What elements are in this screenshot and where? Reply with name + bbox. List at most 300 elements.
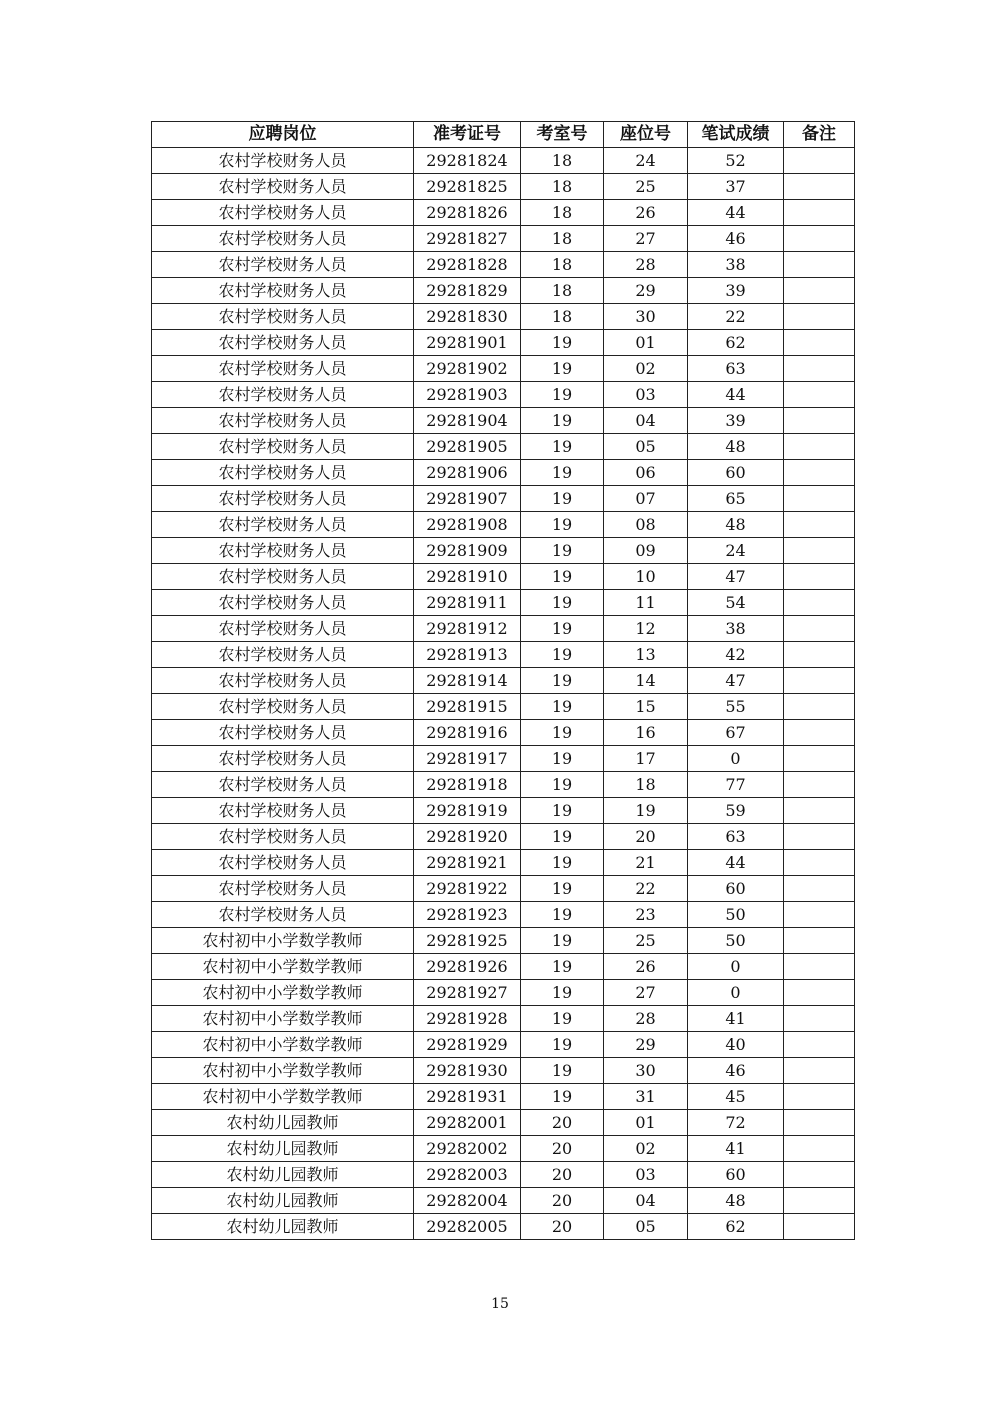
- cell-seat-number: 18: [604, 772, 688, 798]
- cell-remark: [784, 1006, 855, 1032]
- cell-room-number: 19: [521, 616, 604, 642]
- cell-room-number: 19: [521, 980, 604, 1006]
- table-row: [152, 1162, 855, 1188]
- cell-position: 农村学校财务人员: [152, 512, 414, 538]
- cell-remark: [784, 382, 855, 408]
- cell-room-number: 20: [521, 1214, 604, 1240]
- cell-ticket-number: 29281826: [414, 200, 521, 226]
- cell-seat-number: 26: [604, 200, 688, 226]
- cell-remark: [784, 1188, 855, 1214]
- cell-room-number: 19: [521, 1084, 604, 1110]
- table-header: [152, 122, 855, 148]
- cell-seat-number: 24: [604, 148, 688, 174]
- cell-ticket-number: 29281827: [414, 226, 521, 252]
- cell-ticket-number: 29281922: [414, 876, 521, 902]
- cell-remark: [784, 876, 855, 902]
- header-position: 应聘岗位: [152, 122, 414, 148]
- cell-seat-number: 06: [604, 460, 688, 486]
- cell-position: 农村学校财务人员: [152, 460, 414, 486]
- cell-room-number: 19: [521, 902, 604, 928]
- cell-remark: [784, 1032, 855, 1058]
- cell-room-number: 19: [521, 564, 604, 590]
- cell-position: 农村学校财务人员: [152, 590, 414, 616]
- cell-written-score: 24: [688, 538, 784, 564]
- cell-written-score: 39: [688, 408, 784, 434]
- cell-seat-number: 12: [604, 616, 688, 642]
- header-written-score: 笔试成绩: [688, 122, 784, 148]
- table-row: [152, 850, 855, 876]
- cell-remark: [784, 1110, 855, 1136]
- cell-written-score: 0: [688, 746, 784, 772]
- cell-ticket-number: 29281906: [414, 460, 521, 486]
- cell-written-score: 22: [688, 304, 784, 330]
- cell-ticket-number: 29281925: [414, 928, 521, 954]
- cell-seat-number: 01: [604, 330, 688, 356]
- cell-written-score: 45: [688, 1084, 784, 1110]
- cell-room-number: 19: [521, 642, 604, 668]
- cell-room-number: 19: [521, 928, 604, 954]
- cell-written-score: 62: [688, 1214, 784, 1240]
- cell-position: 农村学校财务人员: [152, 850, 414, 876]
- cell-position: 农村学校财务人员: [152, 564, 414, 590]
- cell-ticket-number: 29281917: [414, 746, 521, 772]
- cell-seat-number: 02: [604, 356, 688, 382]
- table-body: [152, 148, 855, 1240]
- cell-room-number: 19: [521, 1032, 604, 1058]
- cell-ticket-number: 29281828: [414, 252, 521, 278]
- table-row: [152, 1188, 855, 1214]
- cell-room-number: 19: [521, 408, 604, 434]
- cell-written-score: 65: [688, 486, 784, 512]
- cell-written-score: 60: [688, 876, 784, 902]
- cell-seat-number: 29: [604, 278, 688, 304]
- cell-room-number: 18: [521, 252, 604, 278]
- table-row: [152, 694, 855, 720]
- table-row: [152, 772, 855, 798]
- cell-seat-number: 03: [604, 382, 688, 408]
- header-row: [152, 122, 855, 148]
- cell-remark: [784, 824, 855, 850]
- cell-written-score: 44: [688, 850, 784, 876]
- cell-seat-number: 21: [604, 850, 688, 876]
- cell-ticket-number: 29281926: [414, 954, 521, 980]
- cell-position: 农村学校财务人员: [152, 408, 414, 434]
- cell-seat-number: 15: [604, 694, 688, 720]
- table-row: [152, 174, 855, 200]
- cell-room-number: 19: [521, 356, 604, 382]
- cell-room-number: 18: [521, 200, 604, 226]
- cell-ticket-number: 29281905: [414, 434, 521, 460]
- cell-remark: [784, 746, 855, 772]
- cell-position: 农村初中小学数学教师: [152, 954, 414, 980]
- cell-ticket-number: 29281911: [414, 590, 521, 616]
- cell-ticket-number: 29281918: [414, 772, 521, 798]
- cell-remark: [784, 486, 855, 512]
- cell-seat-number: 02: [604, 1136, 688, 1162]
- cell-room-number: 18: [521, 174, 604, 200]
- cell-position: 农村学校财务人员: [152, 434, 414, 460]
- cell-room-number: 19: [521, 772, 604, 798]
- table-row: [152, 642, 855, 668]
- table-row: [152, 148, 855, 174]
- cell-remark: [784, 928, 855, 954]
- table-row: [152, 1110, 855, 1136]
- cell-position: 农村初中小学数学教师: [152, 1084, 414, 1110]
- cell-remark: [784, 798, 855, 824]
- cell-remark: [784, 1084, 855, 1110]
- cell-remark: [784, 304, 855, 330]
- cell-ticket-number: 29281921: [414, 850, 521, 876]
- table-row: [152, 434, 855, 460]
- cell-remark: [784, 564, 855, 590]
- cell-written-score: 44: [688, 200, 784, 226]
- table-row: [152, 616, 855, 642]
- cell-position: 农村学校财务人员: [152, 746, 414, 772]
- cell-written-score: 59: [688, 798, 784, 824]
- cell-position: 农村学校财务人员: [152, 148, 414, 174]
- cell-position: 农村学校财务人员: [152, 382, 414, 408]
- cell-written-score: 46: [688, 226, 784, 252]
- cell-room-number: 19: [521, 486, 604, 512]
- cell-seat-number: 07: [604, 486, 688, 512]
- cell-remark: [784, 954, 855, 980]
- results-table: [151, 121, 855, 1240]
- table-row: [152, 954, 855, 980]
- table-row: [152, 304, 855, 330]
- cell-ticket-number: 29282004: [414, 1188, 521, 1214]
- cell-position: 农村初中小学数学教师: [152, 1006, 414, 1032]
- cell-written-score: 38: [688, 252, 784, 278]
- cell-room-number: 19: [521, 460, 604, 486]
- table-row: [152, 226, 855, 252]
- cell-position: 农村学校财务人员: [152, 174, 414, 200]
- cell-room-number: 20: [521, 1136, 604, 1162]
- cell-remark: [784, 200, 855, 226]
- cell-seat-number: 04: [604, 408, 688, 434]
- cell-position: 农村初中小学数学教师: [152, 1032, 414, 1058]
- cell-remark: [784, 720, 855, 746]
- table-row: [152, 460, 855, 486]
- cell-seat-number: 25: [604, 174, 688, 200]
- cell-position: 农村学校财务人员: [152, 668, 414, 694]
- cell-seat-number: 05: [604, 434, 688, 460]
- cell-room-number: 18: [521, 226, 604, 252]
- cell-ticket-number: 29281913: [414, 642, 521, 668]
- cell-written-score: 60: [688, 460, 784, 486]
- cell-ticket-number: 29281829: [414, 278, 521, 304]
- cell-ticket-number: 29281931: [414, 1084, 521, 1110]
- cell-ticket-number: 29281930: [414, 1058, 521, 1084]
- table-row: [152, 1058, 855, 1084]
- table-row: [152, 486, 855, 512]
- cell-written-score: 48: [688, 434, 784, 460]
- cell-position: 农村学校财务人员: [152, 616, 414, 642]
- cell-room-number: 18: [521, 304, 604, 330]
- cell-room-number: 19: [521, 798, 604, 824]
- cell-remark: [784, 1162, 855, 1188]
- cell-seat-number: 03: [604, 1162, 688, 1188]
- cell-written-score: 50: [688, 928, 784, 954]
- cell-room-number: 20: [521, 1110, 604, 1136]
- cell-position: 农村幼儿园教师: [152, 1162, 414, 1188]
- cell-written-score: 37: [688, 174, 784, 200]
- cell-seat-number: 27: [604, 226, 688, 252]
- cell-seat-number: 20: [604, 824, 688, 850]
- cell-written-score: 39: [688, 278, 784, 304]
- cell-position: 农村学校财务人员: [152, 486, 414, 512]
- cell-position: 农村学校财务人员: [152, 720, 414, 746]
- cell-seat-number: 16: [604, 720, 688, 746]
- cell-ticket-number: 29281927: [414, 980, 521, 1006]
- cell-written-score: 50: [688, 902, 784, 928]
- cell-remark: [784, 694, 855, 720]
- cell-seat-number: 30: [604, 304, 688, 330]
- cell-remark: [784, 772, 855, 798]
- cell-position: 农村学校财务人员: [152, 694, 414, 720]
- cell-position: 农村学校财务人员: [152, 330, 414, 356]
- cell-room-number: 19: [521, 954, 604, 980]
- cell-seat-number: 31: [604, 1084, 688, 1110]
- cell-remark: [784, 1136, 855, 1162]
- header-room-number: 考室号: [521, 122, 604, 148]
- cell-remark: [784, 252, 855, 278]
- cell-written-score: 63: [688, 356, 784, 382]
- cell-ticket-number: 29282003: [414, 1162, 521, 1188]
- cell-ticket-number: 29281923: [414, 902, 521, 928]
- cell-remark: [784, 460, 855, 486]
- cell-ticket-number: 29281825: [414, 174, 521, 200]
- cell-position: 农村初中小学数学教师: [152, 980, 414, 1006]
- cell-written-score: 77: [688, 772, 784, 798]
- cell-position: 农村幼儿园教师: [152, 1136, 414, 1162]
- cell-written-score: 41: [688, 1006, 784, 1032]
- cell-position: 农村学校财务人员: [152, 642, 414, 668]
- page-number: 15: [491, 1296, 509, 1312]
- cell-written-score: 38: [688, 616, 784, 642]
- table-row: [152, 876, 855, 902]
- cell-room-number: 19: [521, 1006, 604, 1032]
- cell-remark: [784, 642, 855, 668]
- cell-written-score: 55: [688, 694, 784, 720]
- cell-ticket-number: 29282002: [414, 1136, 521, 1162]
- cell-room-number: 19: [521, 538, 604, 564]
- cell-written-score: 54: [688, 590, 784, 616]
- cell-ticket-number: 29281907: [414, 486, 521, 512]
- cell-position: 农村学校财务人员: [152, 278, 414, 304]
- cell-position: 农村学校财务人员: [152, 252, 414, 278]
- cell-seat-number: 28: [604, 252, 688, 278]
- table-row: [152, 252, 855, 278]
- cell-remark: [784, 1058, 855, 1084]
- cell-remark: [784, 850, 855, 876]
- cell-remark: [784, 902, 855, 928]
- cell-remark: [784, 512, 855, 538]
- cell-ticket-number: 29281919: [414, 798, 521, 824]
- cell-position: 农村学校财务人员: [152, 356, 414, 382]
- cell-seat-number: 29: [604, 1032, 688, 1058]
- cell-ticket-number: 29281902: [414, 356, 521, 382]
- cell-position: 农村学校财务人员: [152, 200, 414, 226]
- cell-written-score: 72: [688, 1110, 784, 1136]
- cell-position: 农村幼儿园教师: [152, 1110, 414, 1136]
- cell-room-number: 19: [521, 512, 604, 538]
- cell-position: 农村学校财务人员: [152, 876, 414, 902]
- cell-seat-number: 11: [604, 590, 688, 616]
- cell-seat-number: 23: [604, 902, 688, 928]
- table-row: [152, 408, 855, 434]
- cell-seat-number: 09: [604, 538, 688, 564]
- cell-written-score: 41: [688, 1136, 784, 1162]
- cell-seat-number: 10: [604, 564, 688, 590]
- cell-written-score: 63: [688, 824, 784, 850]
- cell-ticket-number: 29282001: [414, 1110, 521, 1136]
- table-row: [152, 1084, 855, 1110]
- cell-ticket-number: 29282005: [414, 1214, 521, 1240]
- cell-ticket-number: 29281901: [414, 330, 521, 356]
- cell-ticket-number: 29281830: [414, 304, 521, 330]
- cell-remark: [784, 356, 855, 382]
- cell-ticket-number: 29281920: [414, 824, 521, 850]
- table-row: [152, 1006, 855, 1032]
- cell-ticket-number: 29281824: [414, 148, 521, 174]
- cell-remark: [784, 148, 855, 174]
- cell-remark: [784, 330, 855, 356]
- table-row: [152, 668, 855, 694]
- table-row: [152, 382, 855, 408]
- cell-seat-number: 28: [604, 1006, 688, 1032]
- cell-room-number: 19: [521, 746, 604, 772]
- table-row: [152, 356, 855, 382]
- cell-position: 农村学校财务人员: [152, 798, 414, 824]
- cell-ticket-number: 29281909: [414, 538, 521, 564]
- cell-written-score: 62: [688, 330, 784, 356]
- cell-position: 农村学校财务人员: [152, 226, 414, 252]
- cell-seat-number: 04: [604, 1188, 688, 1214]
- cell-written-score: 52: [688, 148, 784, 174]
- cell-seat-number: 08: [604, 512, 688, 538]
- cell-ticket-number: 29281903: [414, 382, 521, 408]
- cell-position: 农村学校财务人员: [152, 304, 414, 330]
- cell-ticket-number: 29281916: [414, 720, 521, 746]
- cell-written-score: 40: [688, 1032, 784, 1058]
- table-row: [152, 330, 855, 356]
- table-row: [152, 1136, 855, 1162]
- cell-remark: [784, 616, 855, 642]
- header-ticket-number: 准考证号: [414, 122, 521, 148]
- cell-written-score: 60: [688, 1162, 784, 1188]
- cell-seat-number: 14: [604, 668, 688, 694]
- cell-position: 农村学校财务人员: [152, 772, 414, 798]
- cell-remark: [784, 538, 855, 564]
- cell-room-number: 19: [521, 694, 604, 720]
- table-row: [152, 1214, 855, 1240]
- cell-ticket-number: 29281912: [414, 616, 521, 642]
- table-row: [152, 590, 855, 616]
- cell-ticket-number: 29281910: [414, 564, 521, 590]
- cell-room-number: 19: [521, 382, 604, 408]
- table-row: [152, 980, 855, 1006]
- cell-written-score: 47: [688, 668, 784, 694]
- cell-seat-number: 13: [604, 642, 688, 668]
- cell-seat-number: 25: [604, 928, 688, 954]
- cell-seat-number: 05: [604, 1214, 688, 1240]
- cell-written-score: 0: [688, 980, 784, 1006]
- cell-remark: [784, 590, 855, 616]
- cell-room-number: 18: [521, 278, 604, 304]
- cell-room-number: 19: [521, 824, 604, 850]
- table-row: [152, 720, 855, 746]
- cell-room-number: 19: [521, 330, 604, 356]
- cell-position: 农村幼儿园教师: [152, 1214, 414, 1240]
- cell-room-number: 19: [521, 590, 604, 616]
- cell-room-number: 19: [521, 876, 604, 902]
- cell-ticket-number: 29281914: [414, 668, 521, 694]
- cell-room-number: 20: [521, 1162, 604, 1188]
- cell-remark: [784, 434, 855, 460]
- cell-written-score: 0: [688, 954, 784, 980]
- table-row: [152, 200, 855, 226]
- table-row: [152, 512, 855, 538]
- cell-seat-number: 30: [604, 1058, 688, 1084]
- cell-position: 农村学校财务人员: [152, 902, 414, 928]
- cell-seat-number: 17: [604, 746, 688, 772]
- cell-written-score: 47: [688, 564, 784, 590]
- cell-room-number: 19: [521, 668, 604, 694]
- cell-written-score: 42: [688, 642, 784, 668]
- cell-written-score: 48: [688, 1188, 784, 1214]
- header-remark: 备注: [784, 122, 855, 148]
- table-row: [152, 798, 855, 824]
- cell-written-score: 46: [688, 1058, 784, 1084]
- cell-position: 农村幼儿园教师: [152, 1188, 414, 1214]
- cell-seat-number: 19: [604, 798, 688, 824]
- table-row: [152, 746, 855, 772]
- table-row: [152, 928, 855, 954]
- cell-room-number: 19: [521, 1058, 604, 1084]
- cell-position: 农村初中小学数学教师: [152, 928, 414, 954]
- cell-written-score: 44: [688, 382, 784, 408]
- table-row: [152, 564, 855, 590]
- cell-remark: [784, 408, 855, 434]
- table-row: [152, 902, 855, 928]
- cell-remark: [784, 174, 855, 200]
- cell-remark: [784, 1214, 855, 1240]
- cell-seat-number: 01: [604, 1110, 688, 1136]
- cell-ticket-number: 29281908: [414, 512, 521, 538]
- header-seat-number: 座位号: [604, 122, 688, 148]
- cell-remark: [784, 226, 855, 252]
- cell-room-number: 19: [521, 434, 604, 460]
- cell-seat-number: 27: [604, 980, 688, 1006]
- cell-ticket-number: 29281915: [414, 694, 521, 720]
- cell-written-score: 48: [688, 512, 784, 538]
- cell-remark: [784, 668, 855, 694]
- cell-room-number: 20: [521, 1188, 604, 1214]
- cell-written-score: 67: [688, 720, 784, 746]
- cell-remark: [784, 278, 855, 304]
- cell-position: 农村学校财务人员: [152, 824, 414, 850]
- cell-seat-number: 26: [604, 954, 688, 980]
- cell-ticket-number: 29281929: [414, 1032, 521, 1058]
- table-row: [152, 824, 855, 850]
- table-row: [152, 538, 855, 564]
- cell-ticket-number: 29281928: [414, 1006, 521, 1032]
- cell-room-number: 19: [521, 720, 604, 746]
- table-row: [152, 1032, 855, 1058]
- cell-remark: [784, 980, 855, 1006]
- cell-position: 农村初中小学数学教师: [152, 1058, 414, 1084]
- cell-seat-number: 22: [604, 876, 688, 902]
